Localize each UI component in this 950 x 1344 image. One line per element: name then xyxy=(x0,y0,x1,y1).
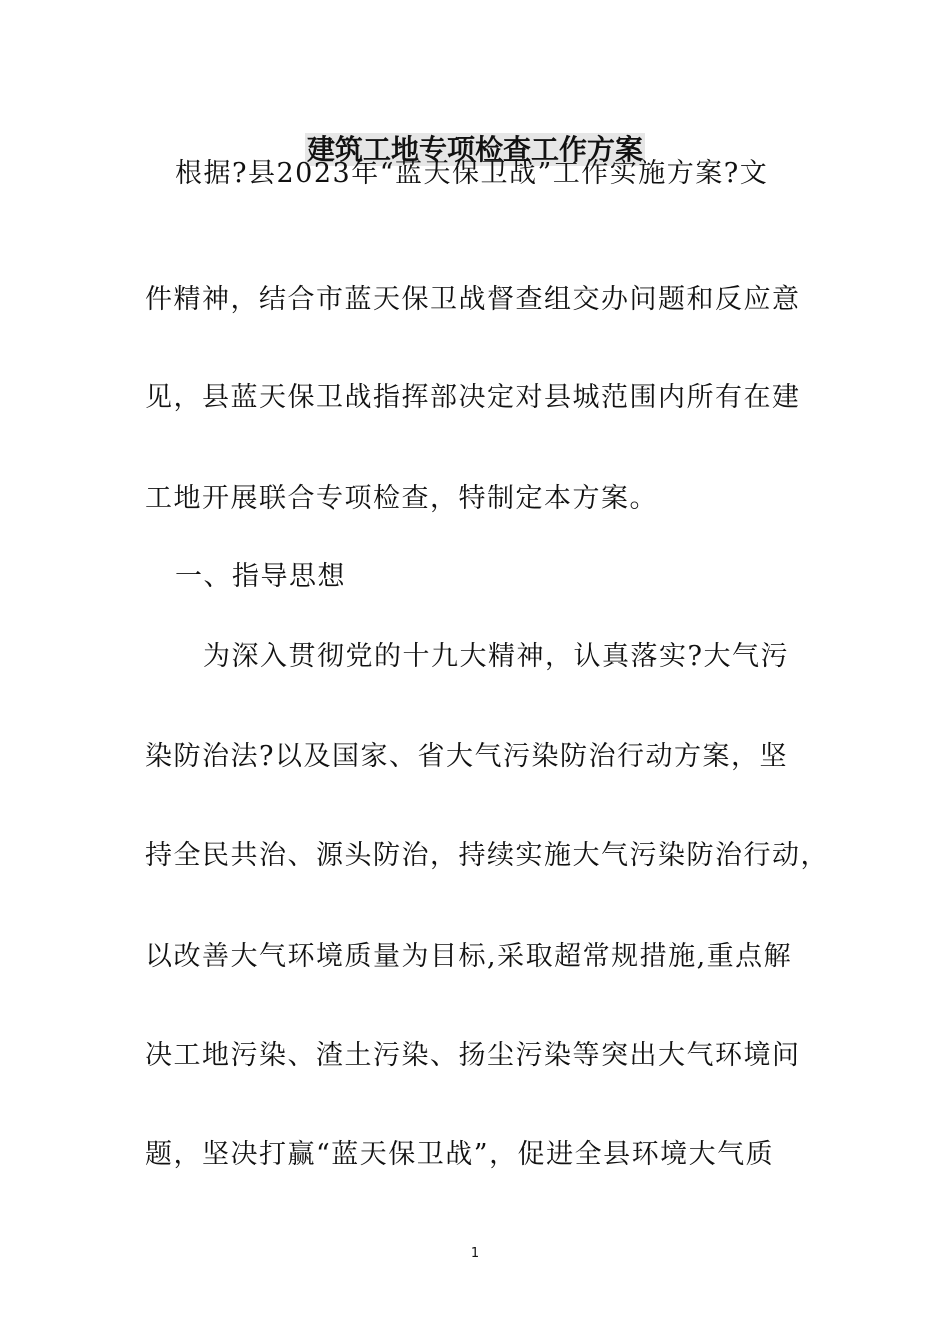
paragraph-line: 以改善大气环境质量为目标,采取超常规措施,重点解 xyxy=(145,941,793,972)
paragraph-line: 决工地污染、渣土污染、扬尘污染等突出大气环境问 xyxy=(145,1040,801,1071)
paragraph-line: 染防治法?以及国家、省大气污染防治行动方案，坚 xyxy=(145,741,788,772)
paragraph-line: 工地开展联合专项检查，特制定本方案。 xyxy=(145,483,658,514)
paragraph-line: 持全民共治、源头防治，持续实施大气污染防治行动， xyxy=(145,840,829,871)
page-number: 1 xyxy=(470,1246,480,1261)
paragraph-line: 见，县蓝天保卫战指挥部决定对县城范围内所有在建 xyxy=(145,382,801,413)
paragraph-line: 为深入贯彻党的十九大精神，认真落实?大气污 xyxy=(203,641,789,672)
section-heading: 一、指导思想 xyxy=(175,561,346,592)
paragraph-line: 题，坚决打赢“蓝天保卫战”，促进全县环境大气质 xyxy=(145,1139,775,1170)
paragraph-line: 根据?县2023年“蓝天保卫战”工作实施方案?文 xyxy=(175,158,769,189)
page-title-text: 建筑工地专项检查工作方案 xyxy=(306,133,643,166)
paragraph-line: 件精神，结合市蓝天保卫战督查组交办问题和反应意 xyxy=(145,284,801,315)
